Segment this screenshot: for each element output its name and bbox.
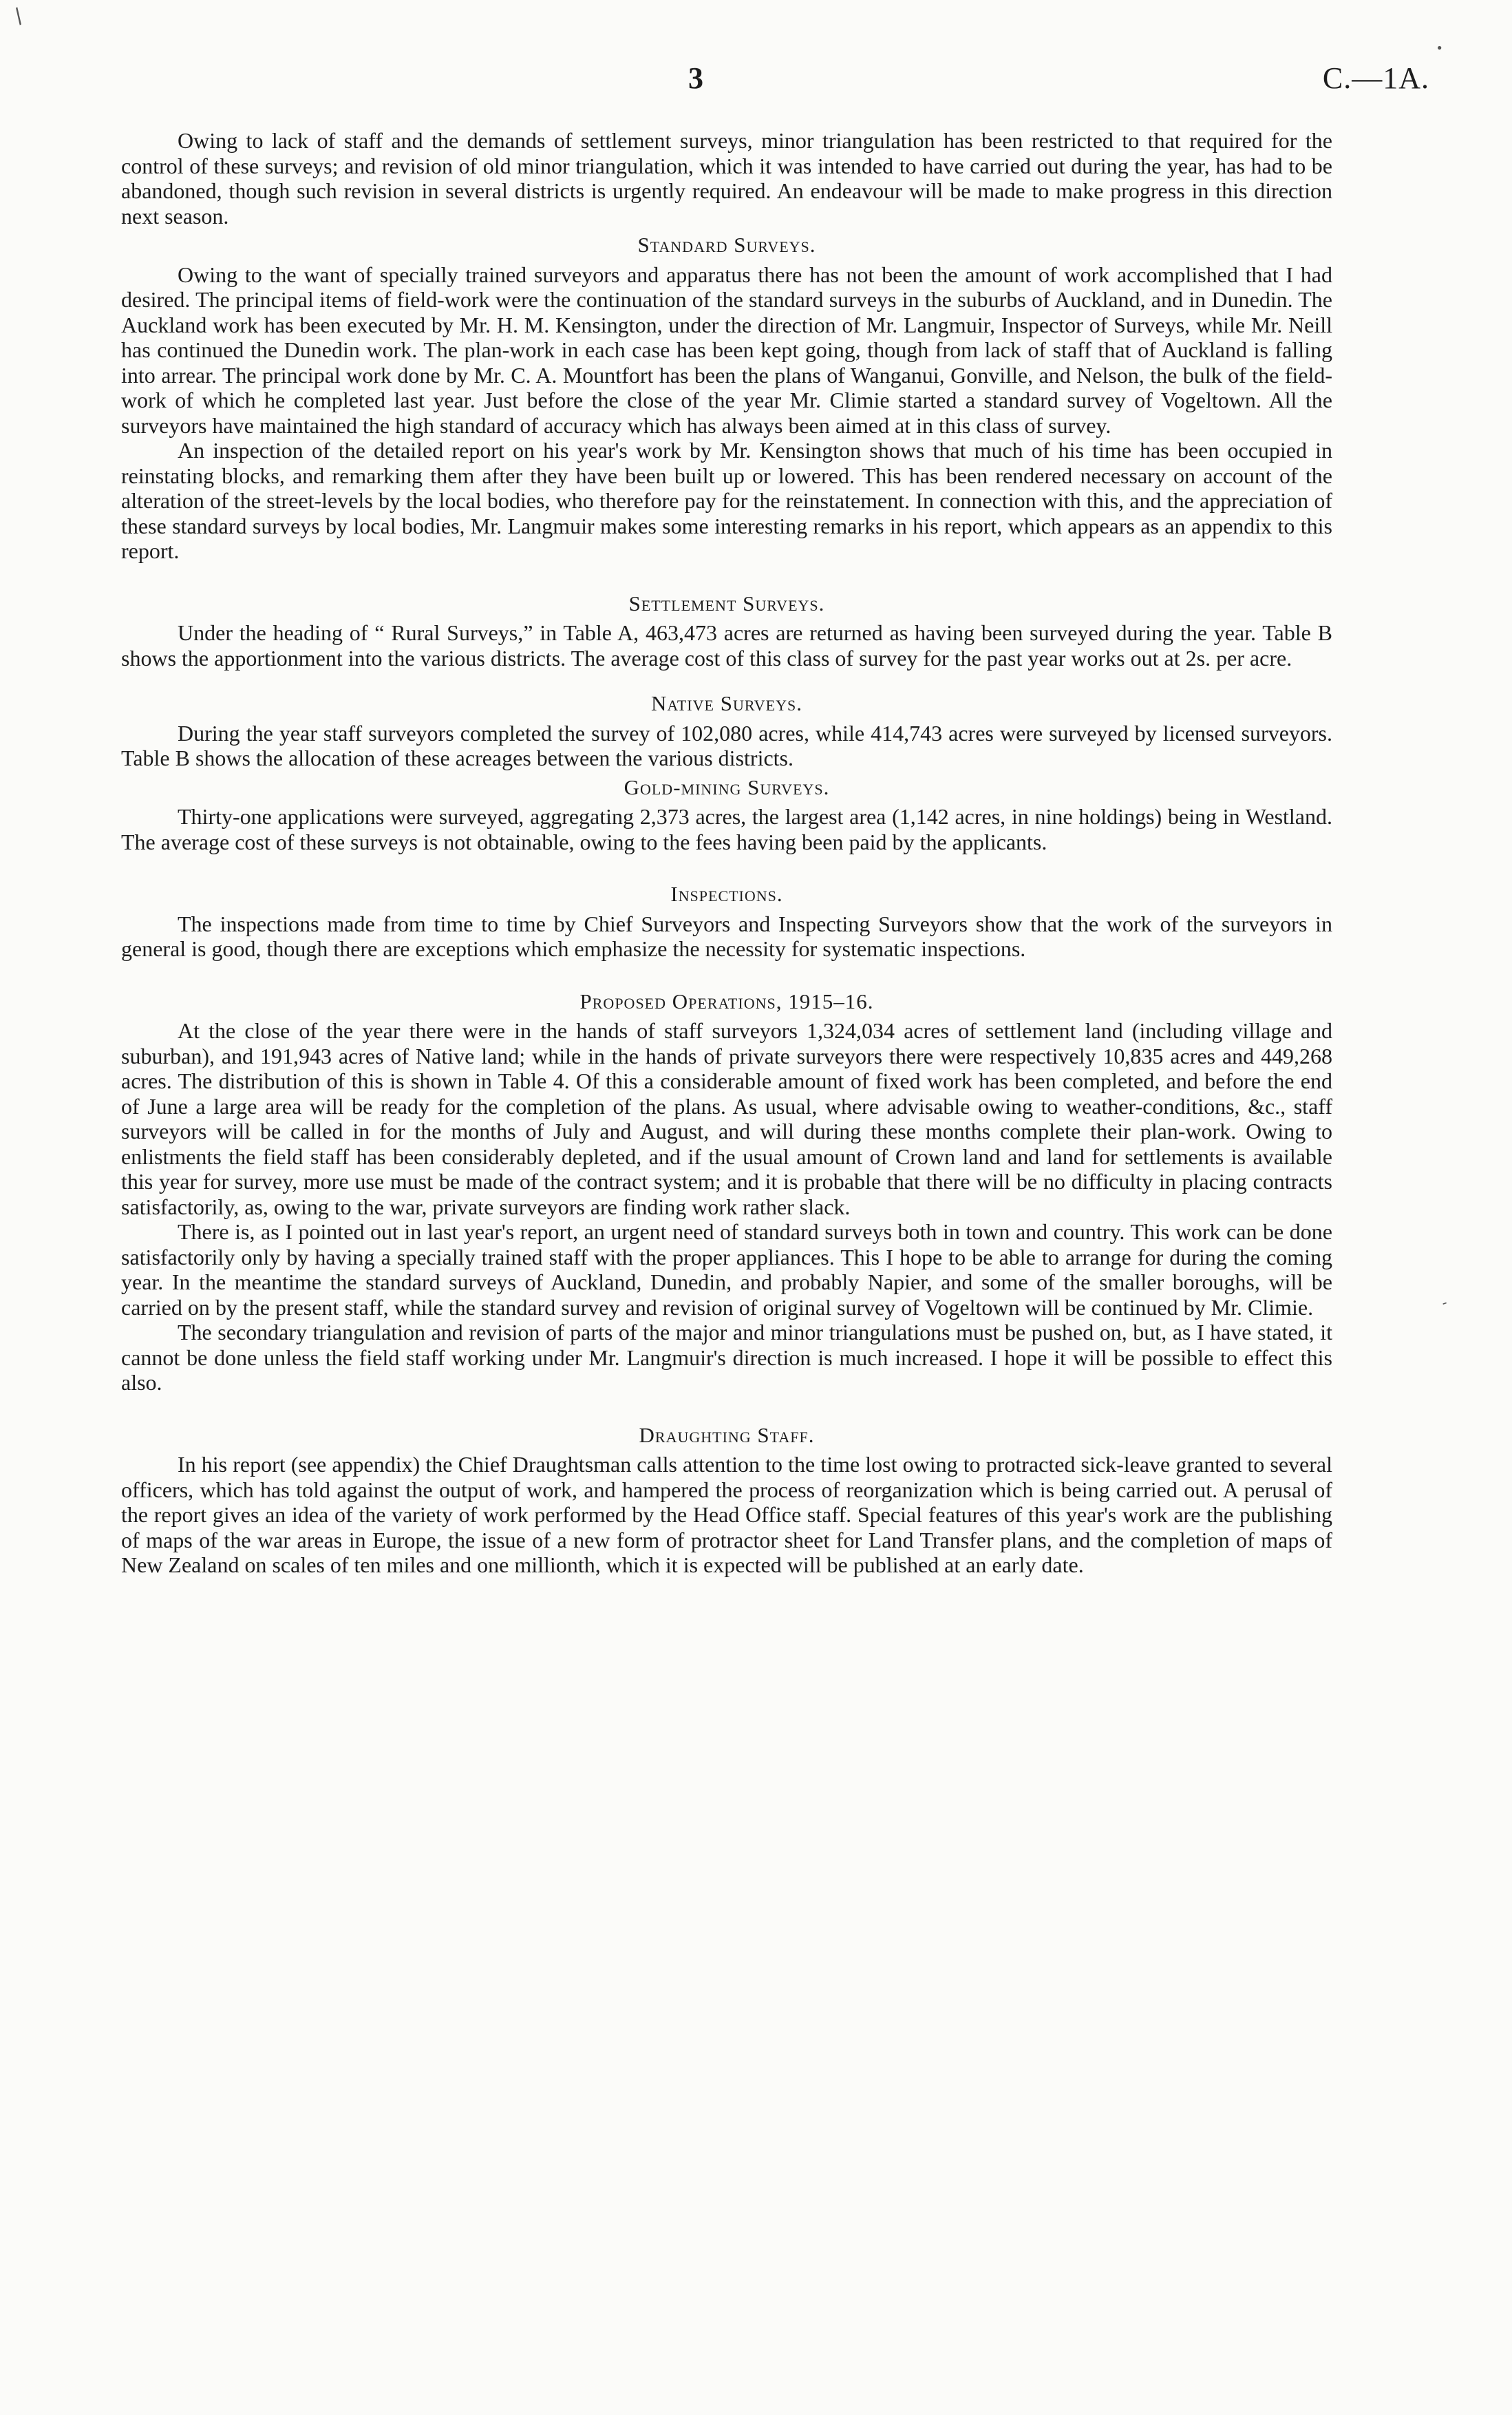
section-heading: Proposed Operations, 1915–16. (579, 989, 874, 1013)
section-heading: Standard Surveys. (637, 233, 816, 257)
section-inspections (121, 882, 1332, 962)
paragraph: In his report (see appendix) the Chief Draughtsman calls attention to the time lost owing to protracted sick-leave granted to several officers, which has told against the output of work, and hampered the process of reorganization which is being carried out. A perusal of the report gives an idea of the variety of work performed by the Head Office staff. Special features of this year's work are the publishing of maps of the war areas in Europe, the issue of a new form of protractor sheet for Land Transfer plans, and the completion of maps of New Zealand on scales of ten miles and one millionth, which it is expected will be published at an early date. (121, 1452, 1332, 1577)
paragraph: At the close of the year there were in the hands of staff surveyors 1,324,034 acres of settlement land (including village and suburban), and 191,943 acres of Native land; while in the hands of private surveyors there were respectively 10,835 acres and 449,268 acres. The distribution of this is shown in Table 4. Of this a considerable amount of fixed work has been completed, and before the end of June a large area will be ready for the completion of the plans. As usual, where advisable owing to weather-conditions, &c., staff surveyors will be called in for the months of July and August, and will during these months complete their plan-work. Owing to enlistments the field staff has been considerably depleted, and if the usual amount of Crown land and land for settlements is available this year for survey, more use must be made of the contract system; and it is probable that there will be no difficulty in placing contracts satisfactorily, as, owing to the war, private surveyors are finding work rather slack. (121, 1018, 1332, 1219)
section-triangulation (121, 128, 1332, 229)
section-proposed-operations (121, 989, 1332, 1395)
section-heading: Inspections. (670, 882, 783, 906)
dot-mark: • (1436, 41, 1443, 56)
document-reference: C.—1A. (1322, 61, 1429, 95)
paragraph: There is, as I pointed out in last year's report, an urgent need of standard surveys both in town and country. This work can be done satisfactorily only by having a specially trained staff with the proper appliances. This I hope to be able to arrange for during the coming year. In the meantime the standard surveys of Auckland, Dunedin, and probably Napier, and some of the smaller boroughs, will be carried on by the present staff, while the standard survey and revision of original survey of Vogeltown will be continued by Mr. Climie. (121, 1219, 1332, 1320)
section-heading: Settlement Surveys. (628, 591, 825, 615)
section-heading: Native Surveys. (651, 691, 802, 715)
margin-mark: - (1438, 1294, 1449, 1311)
paragraph: The secondary triangulation and revision of parts of the major and minor triangulations must be pushed on, but, as I have stated, it cannot be done unless the field staff working under Mr. Langmuir's direction is much increased. I hope it will be possible to effect this also. (121, 1320, 1332, 1395)
paragraph: Thirty-one applications were surveyed, aggregating 2,373 acres, the largest area (1,142 acres, in nine holdings) being in Westland. The average cost of these surveys is not obtainable, owing to the fees having been paid by the applicants. (121, 804, 1332, 854)
section-native-surveys (121, 691, 1332, 771)
paragraph: During the year staff surveyors completed the survey of 102,080 acres, while 414,743 acres were surveyed by licensed surveyors. Table B shows the allocation of these acreages between the various districts. (121, 720, 1332, 770)
paragraph: Under the heading of “ Rural Surveys,” in Table A, 463,473 acres are returned as having been surveyed during the year. Table B shows the apportionment into the various districts. The average cost of this class of survey for the past year works out at 2s. per acre. (121, 620, 1332, 671)
document-body (121, 128, 1332, 1578)
section-standard-surveys (121, 233, 1332, 564)
paragraph: The inspections made from time to time by Chief Surveyors and Inspecting Surveyors show that the work of the surveyors in general is good, though there are exceptions which emphasize the necessity for systematic inspections. (121, 911, 1332, 961)
paragraph: An inspection of the detailed report on his year's work by Mr. Kensington shows that much of his time has been occupied in reinstating blocks, and remarking them after they have been built up or lowered. This has been rendered necessary on account of the alteration of the street-levels by the local bodies, who therefore pay for the reinstatement. In connection with this, and the appreciation of these standard surveys by local bodies, Mr. Langmuir makes some interesting remarks in his report, which appears as an appendix to this report. (121, 438, 1332, 563)
section-draughting-staff (121, 1423, 1332, 1578)
paragraph: Owing to lack of staff and the demands of settlement surveys, minor triangulation has been restricted to that required for the control of these surveys; and revision of old minor triangulation, which it was intended to have carried out during the year, has had to be abandoned, though such revision in several districts is urgently required. An endeavour will be made to make progress in this direction next season. (121, 128, 1332, 229)
pen-mark: / (9, 3, 28, 29)
section-settlement-surveys (121, 591, 1332, 671)
page-header (0, 61, 1512, 109)
section-heading: Gold-mining Surveys. (624, 774, 830, 799)
page-number: 3 (688, 61, 703, 95)
section-gold-mining-surveys (121, 775, 1332, 855)
section-heading: Draughting Staff. (639, 1422, 815, 1447)
paragraph: Owing to the want of specially trained surveyors and apparatus there has not been the amount of work accomplished that I had desired. The principal items of field-work were the continuation of the standard surveys in the suburbs of Auckland, and in Dunedin. The Auckland work has been executed by Mr. H. M. Kensington, under the direction of Mr. Langmuir, Inspector of Surveys, while Mr. Neill has continued the Dunedin work. The plan-work in each case has been kept going, though from lack of staff that of Auckland is falling into arrear. The principal work done by Mr. C. A. Mountfort has been the plans of Wanganui, Gonville, and Nelson, the bulk of the field-work of which he completed last year. Just before the close of the year Mr. Climie started a standard survey of Vogeltown. All the surveyors have maintained the high standard of accuracy which has always been aimed at in this class of survey. (121, 262, 1332, 438)
